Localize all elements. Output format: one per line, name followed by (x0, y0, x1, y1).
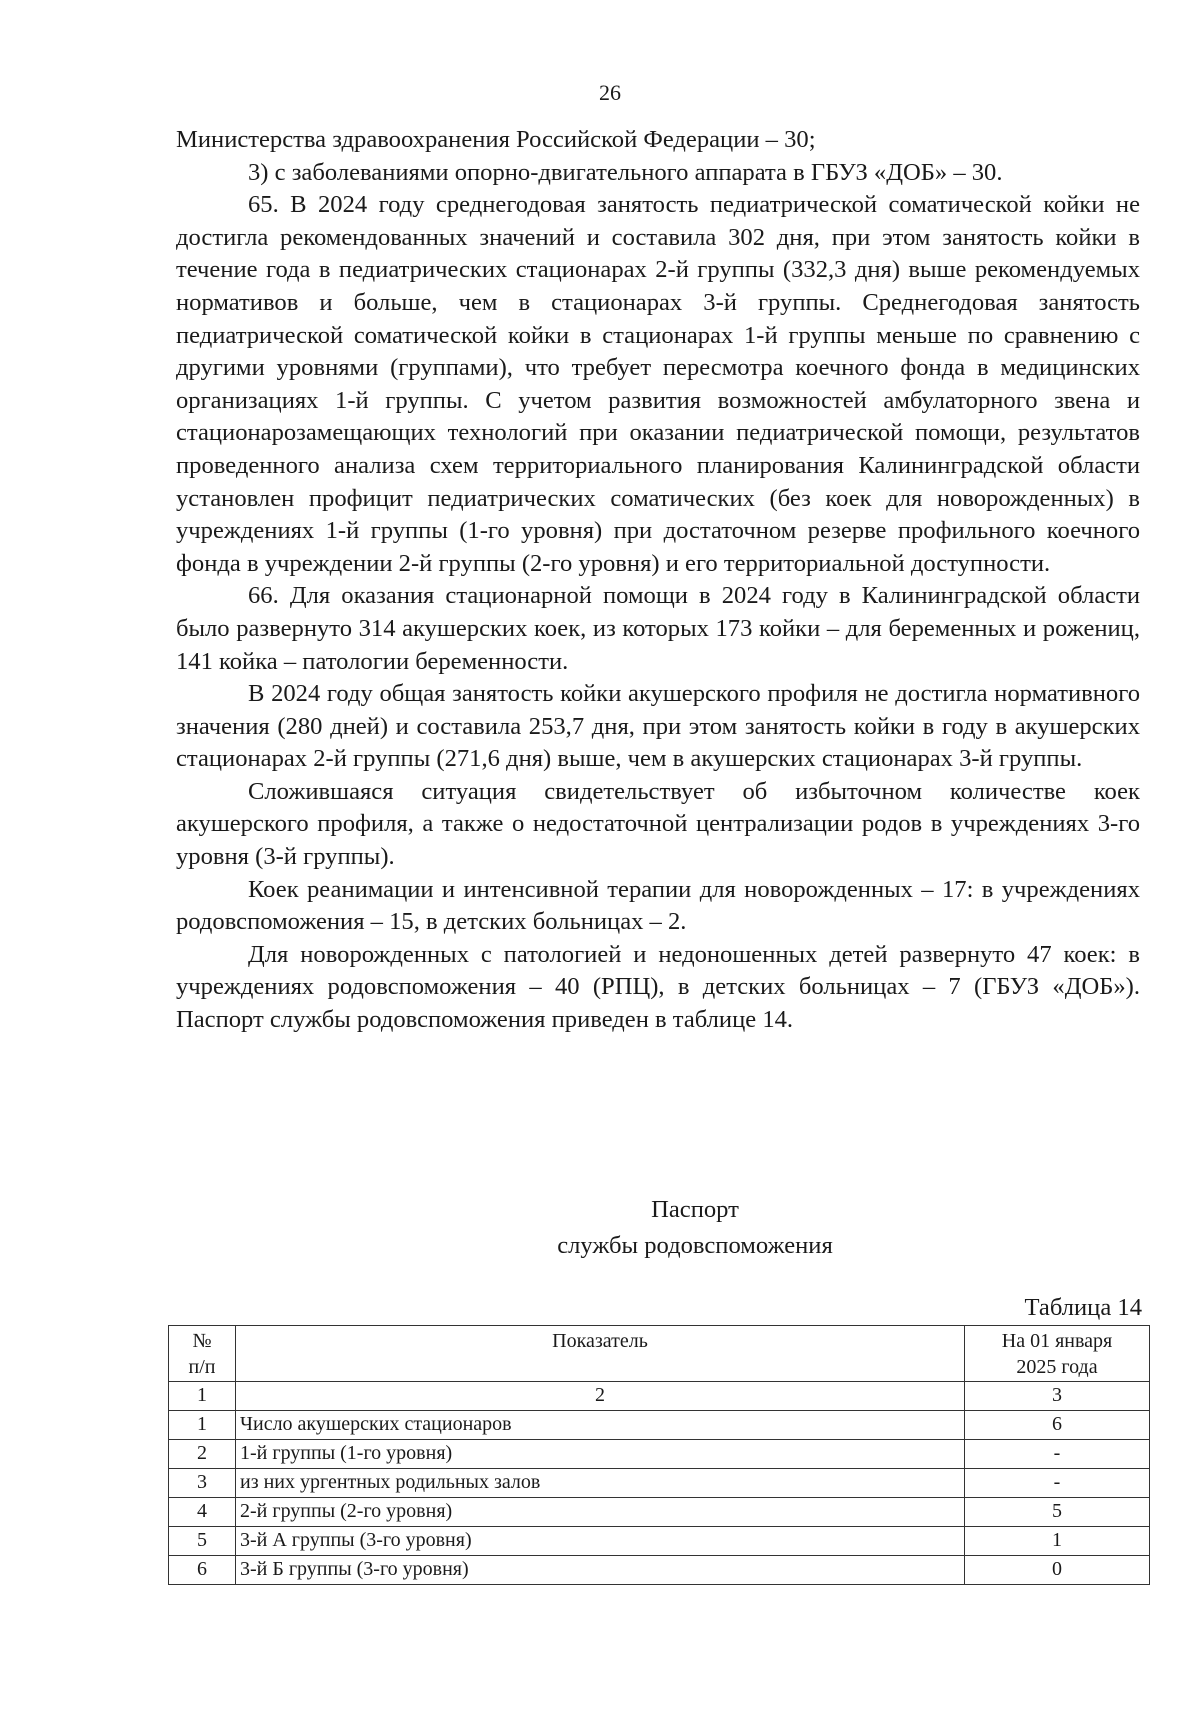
row-number: 1 (169, 1411, 236, 1440)
row-indicator: 2-й группы (2-го уровня) (236, 1498, 965, 1527)
row-value: 0 (965, 1556, 1150, 1585)
table-header-row (169, 1326, 1150, 1382)
paragraph: Министерства здравоохранения Российской Федерации – 30; (176, 126, 816, 153)
table-row (169, 1556, 1150, 1585)
row-indicator: Число акушерских стационаров (236, 1411, 965, 1440)
paragraph: Коек реанимации и интенсивной терапии для новорожденных – 17: в учреждениях родовспоможения – 15, в детских больницах – 2. (176, 875, 1140, 936)
header-value-line2: 2025 года (1016, 1356, 1098, 1378)
header-number (169, 1326, 236, 1382)
table-row (169, 1527, 1150, 1556)
table-label: Таблица 14 (1024, 1294, 1142, 1321)
passport-table (168, 1325, 1150, 1585)
caption-title: Паспорт (651, 1196, 739, 1223)
paragraph: 3) с заболеваниями опорно-двигательного аппарата в ГБУЗ «ДОБ» – 30. (248, 158, 1003, 186)
paragraph: 65. В 2024 году среднегодовая занятость педиатрической соматической койки не достигла рекомендованных значений и составила 302 дня, при этом занятость койки в течение года в педиатрических стационарах 2-й группы (332,3 дня) выше рекомендуемых нормативов и больше, чем в стационарах 3-й группы. Среднегодовая занятость педиатрической соматической койки в стационарах 1-й группы меньше по сравнению с другими уровнями (группами), что требует пересмотра коечного фонда в медицинских организациях 1-й группы. С учетом развития возможностей амбулаторного звена и стационарозамещающих технологий при оказании педиатрической помощи, результатов проведенного анализа схем территориального планирования Калининградской области установлен профицит педиатрических соматических (без коек для новорожденных) в учреждениях 1-й группы (1-го уровня) при достаточном резерве профильного коечного фонда в учреждении 2-й группы (2-го уровня) и его территориальной доступности. (176, 191, 1140, 577)
header-number-line1: № (192, 1330, 212, 1352)
caption-subtitle: службы родовспоможения (557, 1232, 833, 1259)
row-indicator: из них ургентных родильных залов (236, 1469, 965, 1498)
row-value: - (965, 1469, 1150, 1498)
header-indicator: Показатель (236, 1326, 965, 1382)
page-number: 26 (599, 80, 621, 105)
row-value: 6 (965, 1411, 1150, 1440)
header-value-line1: На 01 января (1001, 1330, 1113, 1352)
row-number: 6 (169, 1556, 236, 1585)
header-number-line2: п/п (188, 1356, 216, 1378)
table-row (169, 1440, 1150, 1469)
row-number: 5 (169, 1527, 236, 1556)
column-number: 2 (236, 1382, 965, 1411)
row-indicator: 3-й А группы (3-го уровня) (236, 1527, 965, 1556)
body-text (176, 124, 1140, 1037)
table-row (169, 1469, 1150, 1498)
row-number: 2 (169, 1440, 236, 1469)
table-row (169, 1411, 1150, 1440)
row-indicator: 3-й Б группы (3-го уровня) (236, 1556, 965, 1585)
paragraph: Сложившаяся ситуация свидетельствует об избыточном количестве коек акушерского профиля, а также о недостаточной централизации родов в учреждениях 3-го уровня (3-й группы). (176, 777, 1140, 871)
column-number: 3 (965, 1382, 1150, 1411)
row-value: 5 (965, 1498, 1150, 1527)
header-value (965, 1326, 1150, 1382)
row-value: 1 (965, 1527, 1150, 1556)
paragraph: В 2024 году общая занятость койки акушерского профиля не достигла нормативного значения (280 дней) и составила 253,7 дня, при этом занятость койки в году в акушерских стационарах 2-й группы (271,6 дня) выше, чем в акушерских стационарах 3-й группы. (176, 680, 1140, 773)
row-number: 4 (169, 1498, 236, 1527)
column-number: 1 (169, 1382, 236, 1411)
row-indicator: 1-й группы (1-го уровня) (236, 1440, 965, 1469)
row-number: 3 (169, 1469, 236, 1498)
paragraph: 66. Для оказания стационарной помощи в 2024 году в Калининградской области было развернуто 314 акушерских коек, из которых 173 койки – для беременных и рожениц, 141 койка – патологии беременности. (176, 582, 1140, 675)
row-value: - (965, 1440, 1150, 1469)
paragraph: Для новорожденных с патологией и недоношенных детей развернуто 47 коек: в учреждениях родовспоможения – 40 (РПЦ), в детских больницах – 7 (ГБУЗ «ДОБ»). Паспорт службы родовспоможения приведен в таблице 14. (176, 940, 1140, 1034)
table-row (169, 1498, 1150, 1527)
column-number-row (169, 1382, 1150, 1411)
table-caption (0, 1192, 1200, 1264)
